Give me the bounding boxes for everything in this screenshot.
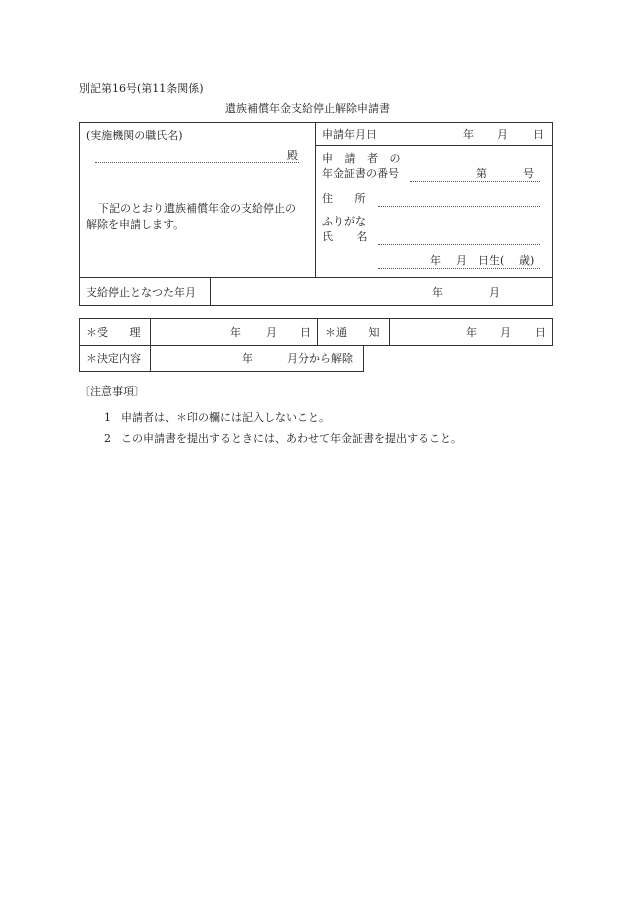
applicant-label-line1: 申 請 者 の xyxy=(322,152,405,165)
note-number-2: 2 xyxy=(104,432,111,445)
receipt-label: ＊受 理 xyxy=(86,326,141,339)
application-date-month: 月 xyxy=(497,128,508,141)
birth-month: 月 xyxy=(456,254,467,267)
date-row-line xyxy=(315,145,553,146)
decision-text: 月分から解除 xyxy=(287,352,353,365)
notes-heading: 〔注意事項〕 xyxy=(79,385,145,398)
name-label: 氏 名 xyxy=(322,230,368,243)
application-date-year: 年 xyxy=(463,128,474,141)
note-text-1: 申請者は、＊印の欄には記入しないこと。 xyxy=(121,411,330,424)
agency-name-field[interactable] xyxy=(95,162,299,163)
receipt-day: 日 xyxy=(300,326,311,339)
receipt-year: 年 xyxy=(230,326,241,339)
agency-label: (実施機関の職氏名) xyxy=(86,129,183,142)
certificate-go: 号 xyxy=(523,167,534,180)
notice-day: 日 xyxy=(535,326,546,339)
certificate-number-field[interactable] xyxy=(410,181,540,182)
birth-date-field[interactable] xyxy=(378,268,540,269)
note-text-2: この申請書を提出するときには、あわせて年金証書を提出すること。 xyxy=(121,432,462,445)
suspension-row-line xyxy=(79,277,553,278)
decision-label: ＊決定内容 xyxy=(86,352,141,365)
suspension-divider xyxy=(210,277,211,306)
address-field[interactable] xyxy=(378,206,540,207)
statement-line1: 下記のとおり遺族補償年金の支給停止の xyxy=(98,202,296,215)
suspension-year: 年 xyxy=(432,286,443,299)
birth-day: 日生( xyxy=(478,254,505,267)
note-number-1: 1 xyxy=(104,411,111,424)
notice-year: 年 xyxy=(466,326,477,339)
office-receipt-divider xyxy=(317,318,318,346)
office-label-divider xyxy=(150,318,151,372)
decision-year: 年 xyxy=(242,352,253,365)
notice-month: 月 xyxy=(500,326,511,339)
certificate-dai: 第 xyxy=(476,167,487,180)
form-number: 別記第16号(第11条関係) xyxy=(79,82,204,95)
receipt-month: 月 xyxy=(266,326,277,339)
address-label: 住 所 xyxy=(322,192,366,205)
form-title: 遺族補償年金支給停止解除申請書 xyxy=(225,102,390,115)
statement-line2: 解除を申請します。 xyxy=(86,218,185,231)
notice-label: ＊通 知 xyxy=(325,326,380,339)
office-notice-divider xyxy=(389,318,390,346)
birth-year: 年 xyxy=(430,254,441,267)
dono-label: 殿 xyxy=(287,149,298,162)
application-date-day: 日 xyxy=(533,128,544,141)
birth-age: 歳) xyxy=(519,254,535,267)
name-field[interactable] xyxy=(378,244,540,245)
application-date-label: 申請年月日 xyxy=(322,128,377,141)
furigana-label: ふりがな xyxy=(322,215,366,228)
suspension-month: 月 xyxy=(489,286,500,299)
applicant-label-line2: 年金証書の番号 xyxy=(322,167,399,180)
suspension-label: 支給停止となつた年月 xyxy=(86,286,196,299)
